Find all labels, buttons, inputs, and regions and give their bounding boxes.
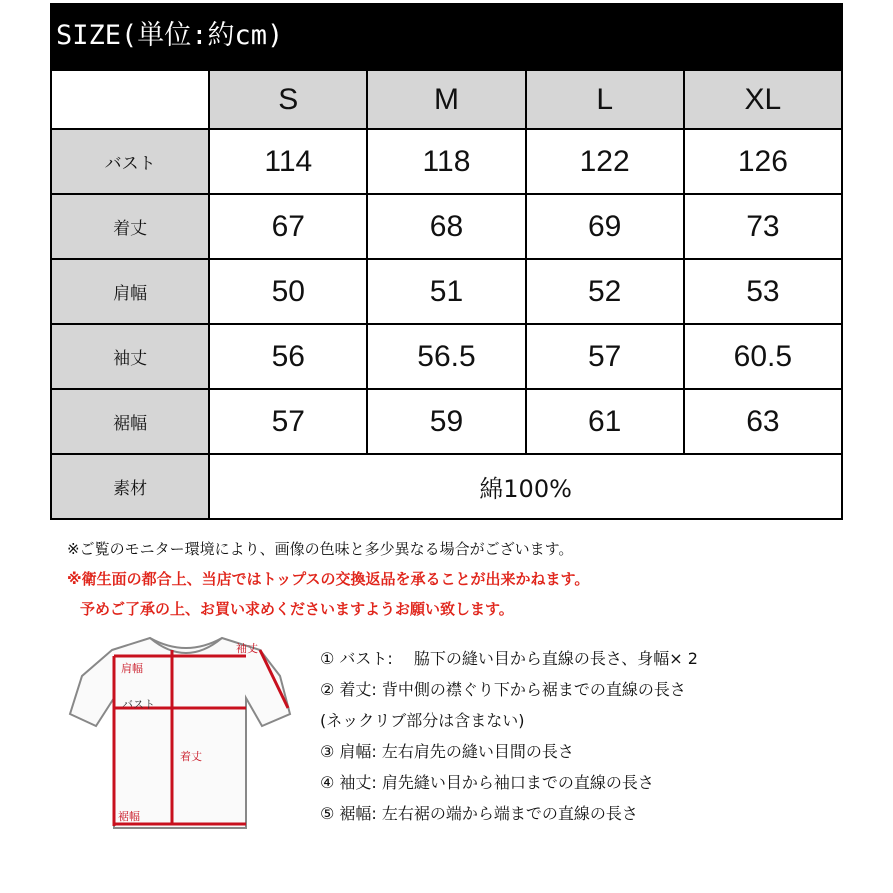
tshirt-outline bbox=[70, 638, 290, 828]
material-value: 綿100% bbox=[209, 454, 842, 519]
table-cell: 51 bbox=[367, 259, 525, 324]
diagram-label-sleeve: 袖丈 bbox=[236, 642, 258, 655]
tshirt-measurement-diagram bbox=[66, 628, 306, 838]
return-policy-note-continued: 予めご了承の上、お買い求めくださいますようお願い致します。 bbox=[80, 600, 514, 618]
corner-cell bbox=[51, 70, 209, 129]
table-cell: 57 bbox=[209, 389, 367, 454]
diagram-label-bust: バスト bbox=[122, 698, 155, 711]
table-cell: 53 bbox=[684, 259, 842, 324]
size-l-header: L bbox=[526, 70, 684, 129]
row-label-sleeve: 袖丈 bbox=[51, 324, 209, 389]
table-cell: 73 bbox=[684, 194, 842, 259]
description-hem: ⑤ 裾幅: 左右裾の端から端までの直線の長さ bbox=[320, 804, 638, 823]
table-row bbox=[51, 129, 842, 194]
table-row bbox=[51, 194, 842, 259]
table-cell: 63 bbox=[684, 389, 842, 454]
table-cell: 57 bbox=[526, 324, 684, 389]
table-cell: 122 bbox=[526, 129, 684, 194]
description-length: ② 着丈: 背中側の襟ぐり下から裾までの直線の長さ bbox=[320, 680, 686, 699]
table-cell: 60.5 bbox=[684, 324, 842, 389]
description-sleeve: ④ 袖丈: 肩先縫い目から袖口までの直線の長さ bbox=[320, 773, 654, 792]
diagram-label-hem: 裾幅 bbox=[118, 810, 140, 823]
table-row bbox=[51, 259, 842, 324]
table-cell: 114 bbox=[209, 129, 367, 194]
table-row bbox=[51, 454, 842, 519]
table-row bbox=[51, 389, 842, 454]
table-cell: 52 bbox=[526, 259, 684, 324]
table-cell: 69 bbox=[526, 194, 684, 259]
row-label-hem: 裾幅 bbox=[51, 389, 209, 454]
row-label-bust: バスト bbox=[51, 129, 209, 194]
table-cell: 68 bbox=[367, 194, 525, 259]
diagram-label-shoulder: 肩幅 bbox=[121, 662, 143, 675]
table-cell: 59 bbox=[367, 389, 525, 454]
diagram-label-length: 着丈 bbox=[180, 750, 202, 763]
color-disclaimer: ※ご覧のモニター環境により、画像の色味と多少異なる場合がございます。 bbox=[67, 540, 574, 558]
table-cell: 56.5 bbox=[367, 324, 525, 389]
description-length-note: (ネックリブ部分は含まない) bbox=[320, 711, 525, 730]
row-label-material: 素材 bbox=[51, 454, 209, 519]
size-chart-title: SIZE(単位:約cm) bbox=[50, 3, 843, 69]
table-cell: 126 bbox=[684, 129, 842, 194]
size-m-header: M bbox=[367, 70, 525, 129]
description-bust: ① バスト: 脇下の縫い目から直線の長さ、身幅× 2 bbox=[320, 649, 698, 668]
size-xl-header: XL bbox=[684, 70, 842, 129]
table-cell: 118 bbox=[367, 129, 525, 194]
size-header-row bbox=[51, 70, 842, 129]
table-row bbox=[51, 324, 842, 389]
description-shoulder: ③ 肩幅: 左右肩先の縫い目間の長さ bbox=[320, 742, 574, 761]
table-cell: 61 bbox=[526, 389, 684, 454]
table-cell: 56 bbox=[209, 324, 367, 389]
return-policy-note: ※衛生面の都合上、当店ではトップスの交換返品を承ることが出来かねます。 bbox=[67, 570, 590, 588]
size-s-header: S bbox=[209, 70, 367, 129]
row-label-length: 着丈 bbox=[51, 194, 209, 259]
table-cell: 50 bbox=[209, 259, 367, 324]
row-label-shoulder: 肩幅 bbox=[51, 259, 209, 324]
size-table bbox=[50, 69, 843, 520]
table-cell: 67 bbox=[209, 194, 367, 259]
